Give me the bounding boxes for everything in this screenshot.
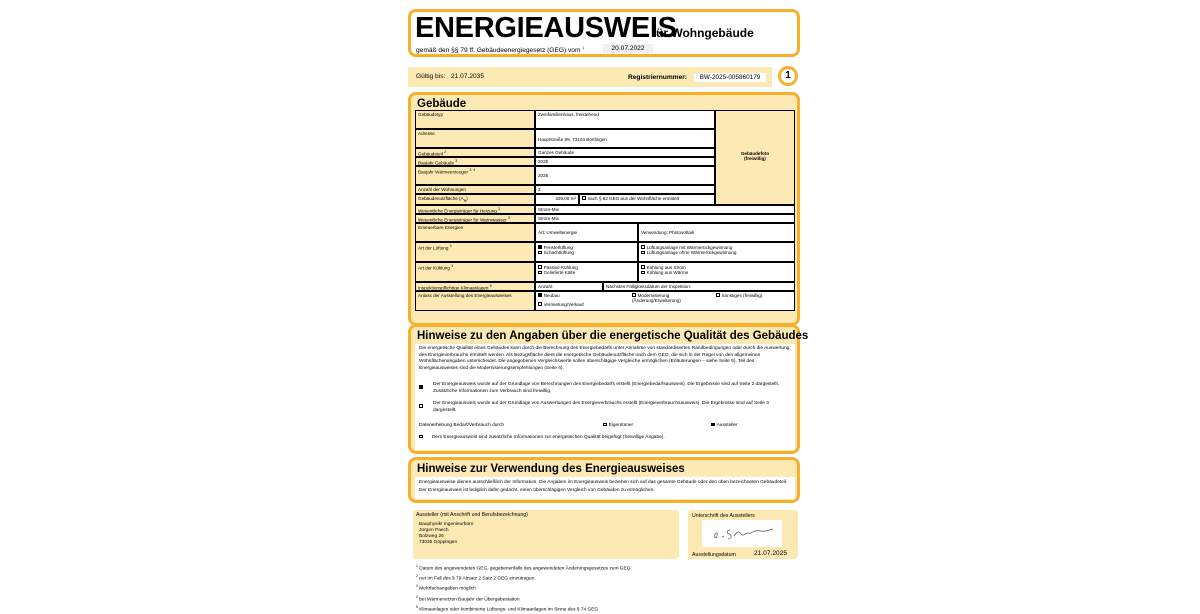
reason-option[interactable]: Vermietung/Verkauf (538, 302, 584, 307)
validity-bar (408, 67, 772, 87)
row-value: 2 (535, 185, 715, 194)
checkbox-checked-icon (538, 245, 542, 249)
checkbox-checked-icon (711, 423, 715, 427)
photo-sub: (freiwillig) (744, 156, 766, 162)
checkbox-checked-icon (538, 293, 542, 297)
cooling-options-left (535, 262, 638, 282)
registration-value: BW-2025-005860179 (694, 73, 766, 82)
inspection-next: Nächstes Fälligkeitsdatum der Inspektion: (603, 282, 795, 291)
usage-hints-text: Energieausweise dienen ausschließlich der Information. Die Angaben im Energieausweis beziehen sich auf das gesamte Gebäude oder den oben bezeichneten Gebäudeteil. Der Energieausweis ist lediglich dafür gedacht, einen überschlägigen Vergleich von Gebäuden zu ermöglichen. (419, 480, 788, 493)
checkbox-icon (603, 423, 607, 427)
signature-icon (702, 520, 782, 547)
ventilation-options-right (638, 242, 795, 262)
usage-hints-title: Hinweise zur Verwendung des Energieausweises (417, 463, 685, 475)
law-date: 20.07.2022 (603, 44, 653, 53)
issue-date-label: Ausstellungsdatum (692, 552, 736, 558)
renewables-use: Verwendung: Photovoltaik (638, 223, 795, 242)
reason-options (535, 291, 795, 311)
checkbox-icon (632, 293, 636, 297)
reason-option[interactable]: Sonstiges (freiwillig) (716, 293, 762, 298)
water-label: Wesentliche Energieträger für Warmwasser $^3$ (415, 214, 535, 223)
cool-option[interactable]: Kühlung aus Strom (641, 265, 792, 270)
checkbox-icon (641, 271, 645, 275)
row-label: Gebäudeteil $^2$ (415, 148, 535, 157)
area-label: Gebäudenutzfläche $(A_N)$ (415, 194, 535, 205)
issuer-line: Bolzweg 26 (419, 534, 444, 539)
cool-option[interactable]: Kühlung aus Wärme (641, 270, 792, 275)
signature-box (688, 510, 798, 559)
title-sub: für Wohngebäude (652, 26, 754, 40)
footnote: $^1$ Datum des angewendeten GEG, gegebenenfalls des angewendeten Änderungsgesetzes zum GEG (416, 564, 631, 572)
photo-label: Gebäudefoto (740, 151, 770, 156)
survey-issuer[interactable]: Aussteller (711, 423, 738, 429)
cooling-label: Art der Kühlung $^3$ (415, 262, 535, 282)
footnote: $^4$ bei Wärmenetzen Baujahr der Übergabestation (416, 594, 520, 603)
quality-hints-title: Hinweise zu den Angaben über die energetische Qualität des Gebäudes (417, 330, 809, 342)
option-bedarf-text: Der Energieausweis wurde auf der Grundlage von Berechnungen des Energiebedarfs erstellt (Energiebedarfsausweis). Die Ergebnisse sind auf Seite 2 dargestellt. Zusätzliche Informationen zum Verbrauch sind freiwillig. (433, 382, 780, 394)
checkbox-icon (538, 251, 542, 255)
issuer-line: Bauphysik! Ingenieurbüro (419, 522, 474, 527)
checkbox-icon (419, 404, 423, 408)
footnote: $^3$ Mehrfachangaben möglich (416, 584, 476, 592)
renewables-type: Art: Umweltenergie (535, 223, 638, 242)
issue-date-value: 21.07.2025 (754, 550, 788, 557)
row-value: Ganzes Gebäude (535, 148, 715, 157)
building-title: Gebäude (417, 98, 467, 110)
quality-hints-paragraph: Die energetische Qualität eines Gebäudes kann durch die Berechnung des Energiebedarfs unter Annahme von standardisierten Randbedingungen oder durch die Auswertung des Energieverbrauchs ermittelt werden. Als Bezugsfläche dient die energetische Gebäudenutzfläche nach dem GEG, die sich in der Regel von den allgemeinen Wohnflächenangaben unterscheidet. Die angegebenen Vergleichswerte sollen überschlägige Vergleiche ermöglichen (Erläuterungen – siehe Seite 5). Teil des Energieausweises sind die Modernisierungsempfehlungen (Seite 4). (419, 346, 790, 371)
option-verbrauch-text: Der Energieausweis wurde auf der Grundlage von Auswertungen des Energieverbrauchs erstellt (Energieverbrauchsausweis). Die Ergebnisse sind auf Seite 3 dargestellt. (433, 401, 769, 413)
signature-label: Unterschrift des Ausstellers (692, 513, 755, 519)
law-line (416, 44, 584, 55)
vent-option[interactable]: Schachtlüftung (538, 250, 635, 255)
usage-hints-section (408, 457, 800, 503)
page-number-badge (778, 66, 798, 86)
row-label: Adresse (415, 129, 535, 148)
row-value: 2025 (535, 166, 715, 185)
vent-option[interactable]: Fensterlüftung (538, 245, 635, 250)
ventilation-options-left (535, 242, 638, 262)
inspection-count: Anzahl: (535, 282, 603, 291)
building-photo-box (715, 110, 795, 205)
heating-label: Wesentliche Energieträger für Heizung $^3$ (415, 205, 535, 214)
checkbox-checked-icon (419, 385, 423, 389)
checkbox-icon (538, 271, 542, 275)
row-value: Hauptstraße 89, 73104 Börtlingen (535, 129, 715, 148)
row-label: Baujahr Gebäude $^3$ (415, 157, 535, 166)
issuer-line: 73035 Göppingen (419, 540, 458, 545)
reason-option[interactable]: Neubau (538, 293, 560, 298)
quality-hints-section (408, 324, 809, 454)
renewables-label: Erneuerbare Energien (415, 223, 535, 242)
survey-label: Datenerhebung Bedarf/Verbrauch durch (419, 423, 505, 428)
signature-area[interactable] (702, 520, 782, 547)
checkbox-icon (538, 302, 542, 306)
footnote: $^2$ nur im Fall des § 79 Absatz 2 Satz 2 GEG einzutragen (416, 574, 535, 582)
heating-value: Strom-Mix (535, 205, 795, 214)
issuer-label: Aussteller (mit Anschrift und Berufsbezeichnung) (416, 512, 528, 518)
area-option[interactable]: nach § 82 GEG aus der Wohnfläche ermittelt (579, 194, 715, 205)
page-number: 1 (785, 70, 791, 81)
survey-owner[interactable]: Eigentümer (603, 423, 633, 429)
cool-option[interactable]: Gelieferte Kälte (538, 270, 635, 275)
law-prefix: gemäß den §§ 79 ff. Gebäudeenergiegesetz (GEG) vom (416, 47, 581, 55)
building-section (408, 92, 800, 326)
title-main: ENERGIEAUSWEIS (415, 12, 677, 44)
row-label: Anzahl der Wohnungen (415, 185, 535, 194)
reason-option[interactable]: Modernisierung (Änderung/Erweiterung) (632, 293, 681, 304)
row-value: 2025 (535, 157, 715, 166)
extra-info-text: Dem Energieausweis sind zusätzliche Informationen zur energetischen Qualität beigefügt (freiwillige Angabe). (431, 435, 665, 441)
issuer-line: Jürgen Paech (419, 528, 449, 533)
checkbox-icon (641, 251, 645, 255)
area-value: 329,00 m² (535, 194, 579, 205)
registration-label: Registriernummer: (628, 74, 687, 81)
checkbox-icon (419, 435, 423, 439)
row-label: Baujahr Wärmeerzeuger $^{3, 4}$ (415, 166, 535, 185)
inspection-label: Inspektionspflichtige Klimaanlagen $^5$ (415, 282, 535, 291)
energy-certificate-page (408, 8, 809, 613)
footnote: $^5$ Klimaanlagen oder kombinierte Lüftungs- und Klimaanlagen im Sinne des § 74 GEG (416, 604, 599, 613)
vent-option[interactable]: Lüftungsanlage ohne Wärmerückgewinnung (641, 250, 792, 255)
cool-option[interactable]: Passive Kühlung (538, 265, 635, 270)
ventilation-label: Art der Lüftung $^3$ (415, 242, 535, 262)
validity-label: Gültig bis: (416, 73, 446, 80)
building-table (415, 110, 795, 322)
water-value: Strom-Mix (535, 214, 795, 223)
checkbox-icon (716, 293, 720, 297)
vent-option[interactable]: Lüftungsanlage mit Wärmerückgewinnung (641, 245, 792, 250)
row-value: Zweifamilienhaus, freistehend (535, 110, 715, 129)
option-verbrauch[interactable] (419, 401, 791, 413)
header-box (408, 9, 800, 57)
issuer-box (413, 510, 679, 559)
law-footnote: 1 (582, 46, 585, 50)
extra-info-option[interactable] (419, 435, 791, 441)
footnotes (416, 563, 796, 614)
cooling-options-right (638, 262, 795, 282)
option-bedarf[interactable] (419, 382, 791, 394)
issuer-address (419, 522, 473, 546)
checkbox-icon (641, 265, 645, 269)
checkbox-icon (538, 265, 542, 269)
reason-label: Anlass der Ausstellung des Energieausweises (415, 291, 535, 311)
checkbox-icon (641, 245, 645, 249)
validity-value: 21.07.2035 (451, 73, 485, 80)
row-label: Gebäudetyp (415, 110, 535, 129)
